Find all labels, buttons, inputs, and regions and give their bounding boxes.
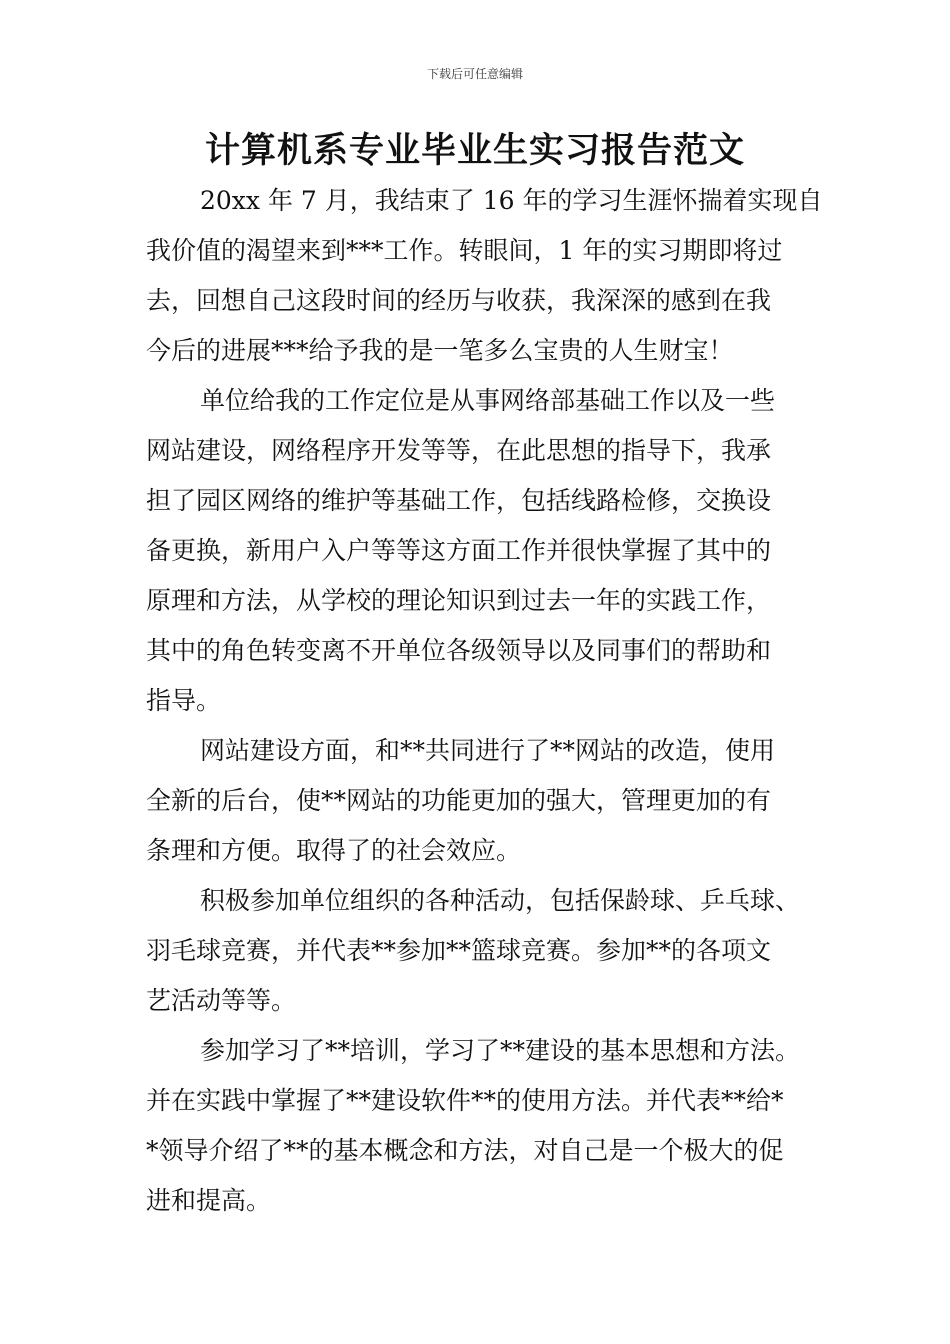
paragraph-line: 其中的角色转变离不开单位各级领导以及同事们的帮助和 [146,636,772,665]
header-note: 下载后可任意编辑 [426,67,523,81]
paragraph-line: 单位给我的工作定位是从事网络部基础工作以及一些 [200,386,776,415]
paragraph-line: 担了园区网络的维护等基础工作，包括线路检修，交换设 [146,486,772,515]
document-title: 计算机系专业毕业生实习报告范文 [204,131,745,171]
paragraph-5 [146,1026,836,1226]
paragraph-line: 并在实践中掌握了**建设软件**的使用方法。并代表**给* [146,1086,784,1115]
paragraph-line: 网站建设方面，和**共同进行了**网站的改造，使用 [200,736,776,765]
paragraph-line: *领导介绍了**的基本概念和方法，对自己是一个极大的促 [146,1136,784,1165]
paragraph-line: 20xx 年 7 月，我结束了 16 年的学习生涯怀揣着实现自 [200,186,823,215]
paragraph-line: 备更换，新用户入户等等这方面工作并很快掌握了其中的 [146,536,772,565]
paragraph-line: 积极参加单位组织的各种活动，包括保龄球、乒乓球、 [200,886,801,915]
paragraph-line: 我价值的渴望来到***工作。转眼间，1 年的实习期即将过 [146,236,783,265]
document-body [146,176,836,1226]
paragraph-line: 条理和方便。取得了的社会效应。 [146,836,522,865]
paragraph-4 [146,876,836,1026]
paragraph-line: 艺活动等等。 [146,986,297,1015]
paragraph-line: 网站建设，网络程序开发等等，在此思想的指导下，我承 [146,436,772,465]
paragraph-line: 指导。 [146,686,222,715]
paragraph-line: 原理和方法，从学校的理论知识到过去一年的实践工作， [146,586,772,615]
paragraph-3 [146,726,836,876]
paragraph-line: 进和提高。 [146,1186,272,1215]
paragraph-1 [146,176,836,376]
paragraph-line: 参加学习了**培训，学习了**建设的基本思想和方法。 [200,1036,801,1065]
paragraph-line: 今后的进展***给予我的是一笔多么宝贵的人生财宝！ [146,336,734,365]
paragraph-2 [146,376,836,726]
paragraph-line: 羽毛球竞赛，并代表**参加**篮球竞赛。参加**的各项文 [146,936,772,965]
paragraph-line: 去，回想自己这段时间的经历与收获，我深深的感到在我 [146,286,772,315]
paragraph-line: 全新的后台，使**网站的功能更加的强大，管理更加的有 [146,786,772,815]
